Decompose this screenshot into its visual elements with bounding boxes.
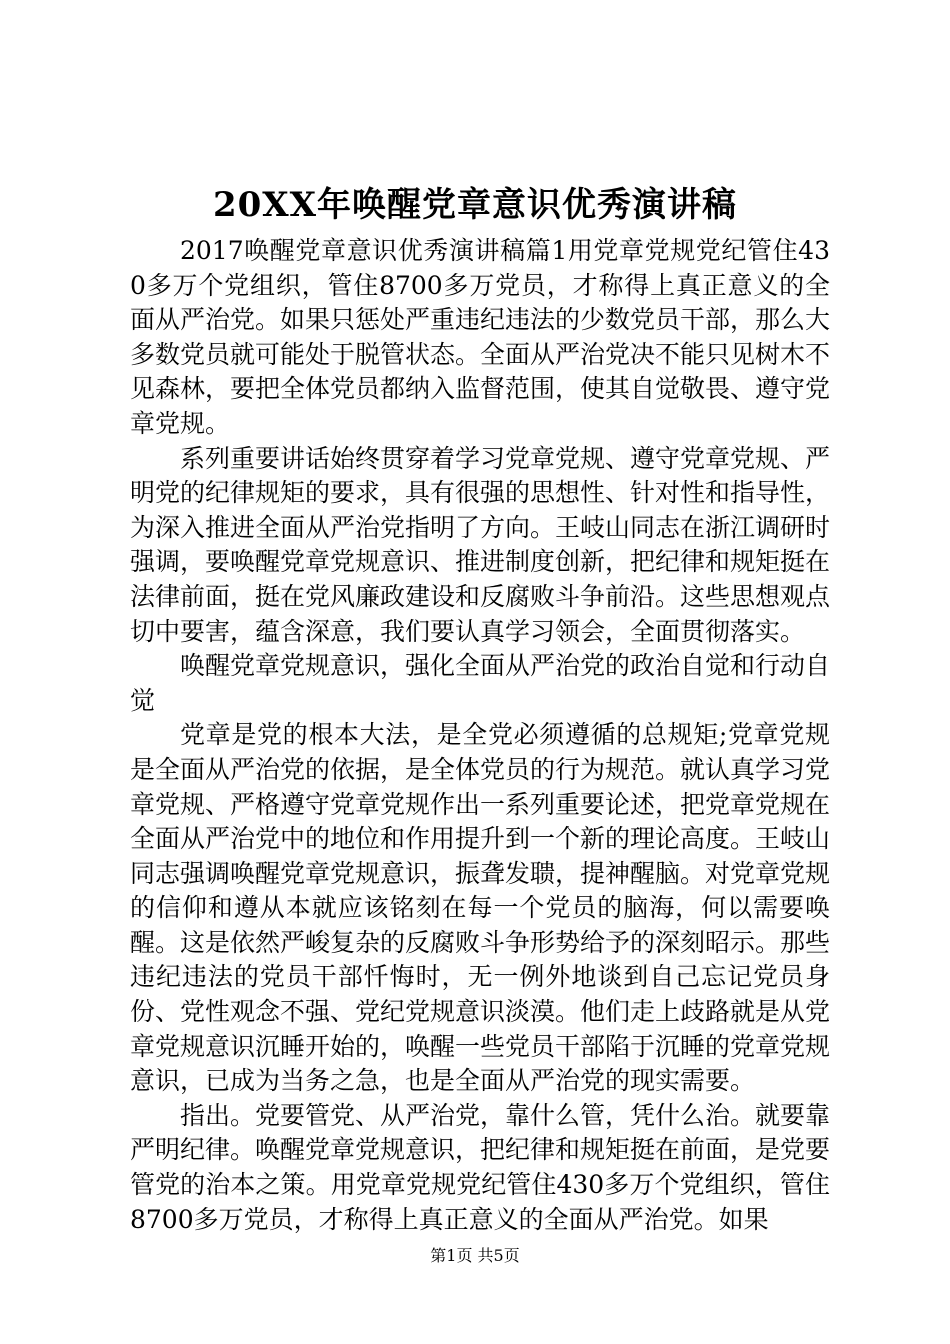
paragraph-5: 指出。党要管党、从严治党，靠什么管，凭什么治。就要靠严明纪律。唤醒党章党规意识，把纪律和规矩挺在前面，是党要管党的治本之策。用党章党规党纪管住430多万个党组织，管住8700多万党员，才称得上真正意义的全面从严治党。如果 (130, 1100, 831, 1234)
paragraph-2: 系列重要讲话始终贯穿着学习党章党规、遵守党章党规、严明党的纪律规矩的要求，具有很强的思想性、针对性和指导性，为深入推进全面从严治党指明了方向。王岐山同志在浙江调研时强调，要唤醒党章党规意识、推进制度创新，把纪律和规矩挺在法律前面，挺在党风廉政建设和反腐败斗争前沿。这些思想观点切中要害，蕴含深意，我们要认真学习领会，全面贯彻落实。 (130, 443, 831, 646)
document-title: 20XX年唤醒党章意识优秀演讲稿 (212, 185, 738, 225)
document-body (130, 234, 830, 1237)
paragraph-4: 党章是党的根本大法，是全党必须遵循的总规矩;党章党规是全面从严治党的依据，是全体党员的行为规范。就认真学习党章党规、严格遵守党章党规作出一系列重要论述，把党章党规在全面从严治党中的地位和作用提升到一个新的理论高度。王岐山同志强调唤醒党章党规意识，振聋发聩，提神醒脑。对党章党规的信仰和遵从本就应该铭刻在每一个党员的脑海，何以需要唤醒。这是依然严峻复杂的反腐败斗争形势给予的深刻昭示。那些违纪违法的党员干部忏悔时，无一例外地谈到自己忘记党员身份、党性观念不强、党纪党规意识淡漠。他们走上歧路就是从党章党规意识沉睡开始的，唤醒一些党员干部陷于沉睡的党章党规意识，已成为当务之急，也是全面从严治党的现实需要。 (130, 720, 831, 1096)
paragraph-3: 唤醒党章党规意识，强化全面从严治党的政治自觉和行动自觉 (130, 651, 831, 715)
page-footer: 第1页 共5页 (430, 1246, 520, 1265)
paragraph-1: 2017唤醒党章意识优秀演讲稿篇1用党章党规党纪管住430多万个党组织，管住8700多万党员，才称得上真正意义的全面从严治党。如果只惩处严重违纪违法的少数党员干部，那么大多数党员就可能处于脱管状态。全面从严治党决不能只见树木不见森林，要把全体党员都纳入监督范围，使其自觉敬畏、遵守党章党规。 (130, 236, 831, 438)
